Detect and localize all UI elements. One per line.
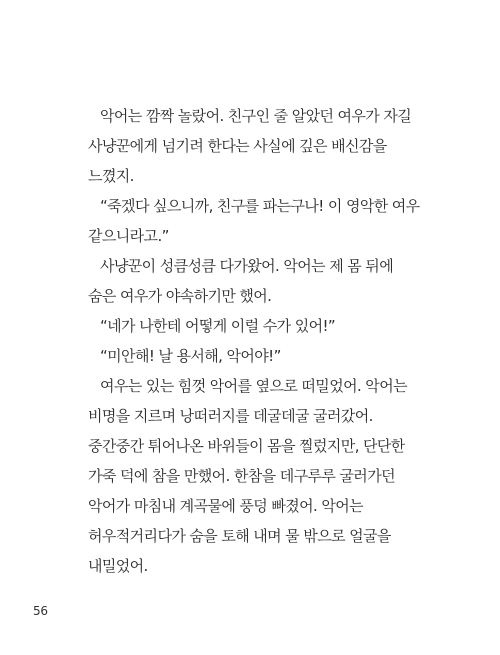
text-line: 악어가 마침내 계곡물에 풍덩 빠졌어. 악어는 bbox=[88, 497, 364, 515]
text-line: 가죽 덕에 참을 만했어. 한참을 데구루루 굴러가던 bbox=[88, 467, 395, 485]
text-line: 숨은 여우가 야속하기만 했어. bbox=[88, 287, 272, 305]
text-line: “네가 나한테 어떻게 이럴 수가 있어!” bbox=[100, 317, 336, 335]
text-line: 사냥꾼이 성큼성큼 다가왔어. 악어는 제 몸 뒤에 bbox=[100, 257, 394, 275]
text-line: 허우적거리다가 숨을 토해 내며 물 밖으로 얼굴을 bbox=[88, 527, 391, 545]
text-line: “미안해! 날 용서해, 악어야!” bbox=[100, 347, 281, 365]
text-line: 느꼈지. bbox=[88, 167, 134, 185]
text-line: 비명을 지르며 낭떠러지를 데굴데굴 굴러갔어. bbox=[88, 407, 373, 425]
text-line: 내밀었어. bbox=[88, 557, 148, 575]
text-line: 같으니라고.” bbox=[88, 227, 169, 245]
text-line: 사냥꾼에게 넘기려 한다는 사실에 깊은 배신감을 bbox=[88, 137, 387, 155]
text-line: 악어는 깜짝 놀랐어. 친구인 줄 알았던 여우가 자길 bbox=[100, 107, 412, 125]
page-number: 56 bbox=[33, 604, 48, 618]
text-line: “죽겠다 싶으니까, 친구를 파는구나! 이 영악한 여우 bbox=[100, 197, 420, 215]
text-line: 여우는 있는 힘껏 악어를 옆으로 떠밀었어. 악어는 bbox=[100, 377, 407, 395]
text-line: 중간중간 튀어나온 바위들이 몸을 찔렀지만, 단단한 bbox=[88, 437, 405, 455]
story-text bbox=[88, 101, 428, 581]
